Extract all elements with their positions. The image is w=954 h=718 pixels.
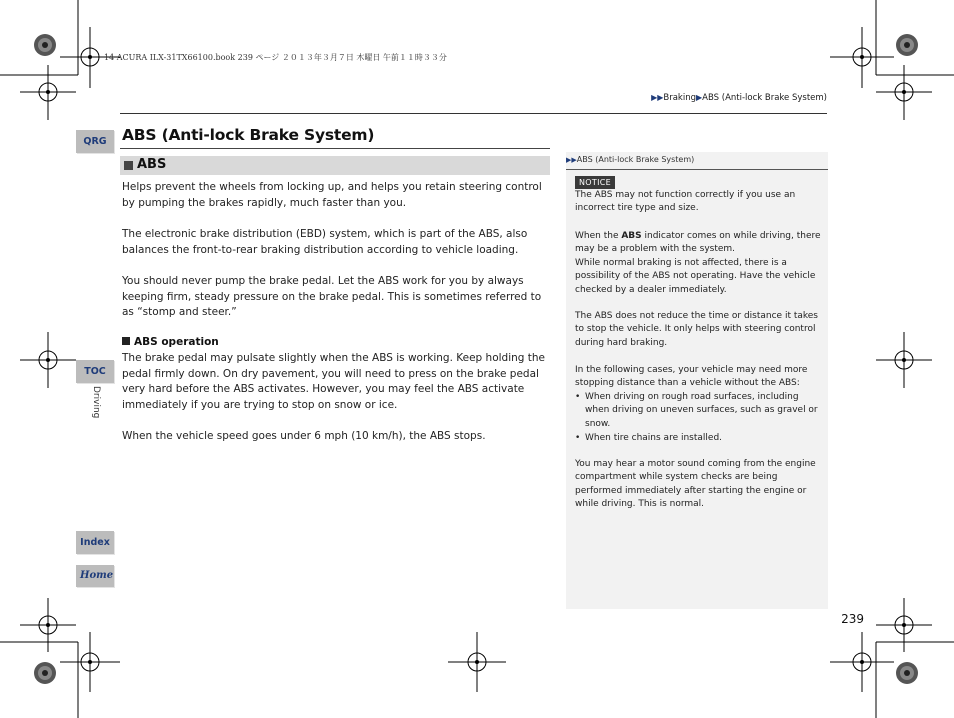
side-note-box: ▶▶ABS (Anti-lock Brake System) NOTICE The ABS may not function correctly if you use an incorrect tire type and size. When the ABS indicator comes on while driving, there may be a problem with the system. While normal braking is not affected, there is a possibility of the ABS not operating. Have the vehicle checked by a dealer immediately. The ABS does not reduce the time or distance it takes to stop the vehicle. It only helps with steering control during hard braking. In the following cases, your vehicle may need more stopping distance than a vehicle without the ABS: • When driving on rough road surfaces, including when driving on uneven surfaces, such as gravel or snow. • When tire chains are installed. You may hear a motor sound coming from the engine compartment while system checks are being performed immediately after starting the engine or while driving. This is normal. <box>566 152 828 609</box>
home-label: Home <box>80 570 114 581</box>
breadcrumb-arrow-icon: ▶▶ <box>651 93 664 102</box>
paragraph-pulsate: The brake pedal may pulsate slightly when the ABS is working. Keep holding the pedal firmly down. On dry pavement, you will need to press on the brake pedal very hard before the ABS activates. However, you may feel the ABS activate immediately if you are trying to stop on snow or ice. <box>122 352 546 411</box>
section-header <box>120 156 550 175</box>
registration-target-bl <box>34 662 56 684</box>
note-divider <box>566 169 828 170</box>
note-normal-braking: While normal braking is not affected, there is a possibility of the ABS not operating. Have the vehicle checked by a dealer immediately. <box>575 258 816 295</box>
heading-square-icon <box>122 337 130 345</box>
header-divider <box>120 113 827 114</box>
breadcrumb-link-braking[interactable]: Braking <box>663 93 696 103</box>
notice-text: The ABS may not function correctly if you use an incorrect tire type and size. <box>575 190 796 214</box>
paragraph-pump: You should never pump the brake pedal. Let the ABS work for you by always keeping firm, steady pressure on the brake pedal. This is sometimes referred to as “stomp and steer.” <box>122 275 542 319</box>
registration-target-tl <box>34 34 56 56</box>
note-indicator: When the ABS indicator comes on while driving, there may be a problem with the system. <box>575 231 821 255</box>
page-title: ABS (Anti-lock Brake System) <box>122 126 375 144</box>
note-reduce: The ABS does not reduce the time or distance it takes to stop the vehicle. It only helps with steering control during hard braking. <box>575 311 818 348</box>
bullet-icon: • <box>575 392 581 402</box>
breadcrumb <box>651 93 827 103</box>
section-square-icon <box>124 161 133 170</box>
toc-button[interactable]: TOC <box>76 360 114 383</box>
registration-target-tr <box>896 34 918 56</box>
home-button[interactable] <box>76 565 114 587</box>
chapter-tab-label: Driving <box>91 386 101 419</box>
page-number: 239 <box>841 612 864 626</box>
abs-operation-heading: ABS operation <box>122 336 219 348</box>
paragraph-intro: Helps prevent the wheels from locking up, and helps you retain steering control by pumping the brakes rapidly, much faster than you. <box>122 181 542 209</box>
index-button[interactable]: Index <box>76 531 114 554</box>
note-motor-sound: You may hear a motor sound coming from the engine compartment while system checks are being performed immediately after starting the engine or while driving. This is normal. <box>575 459 816 510</box>
breadcrumb-current: ABS (Anti-lock Brake System) <box>702 93 827 103</box>
notice-badge: NOTICE <box>575 176 615 189</box>
bullet-icon: • <box>575 433 581 443</box>
title-divider <box>120 148 550 149</box>
print-header: 14 ACURA ILX-31TX66100.book 239 ページ ２０１３年３月７日 木曜日 午前１１時３３分 <box>104 53 447 62</box>
section-title: ABS <box>137 157 167 172</box>
note-arrow-icon: ▶▶ <box>566 156 577 164</box>
note-cases-intro: In the following cases, your vehicle may need more stopping distance than a vehicle without the ABS: <box>575 365 808 389</box>
registration-target-br <box>896 662 918 684</box>
paragraph-ebd: The electronic brake distribution (EBD) system, which is part of the ABS, also balances the front-to-rear braking distribution according to vehicle loading. <box>122 228 528 256</box>
paragraph-stops: When the vehicle speed goes under 6 mph (10 km/h), the ABS stops. <box>122 430 486 442</box>
note-header: ▶▶ABS (Anti-lock Brake System) <box>566 155 695 164</box>
abs-indicator-label: ABS <box>621 231 642 241</box>
qrg-button[interactable]: QRG <box>76 130 114 153</box>
breadcrumb-separator-icon: ▶ <box>696 93 703 102</box>
